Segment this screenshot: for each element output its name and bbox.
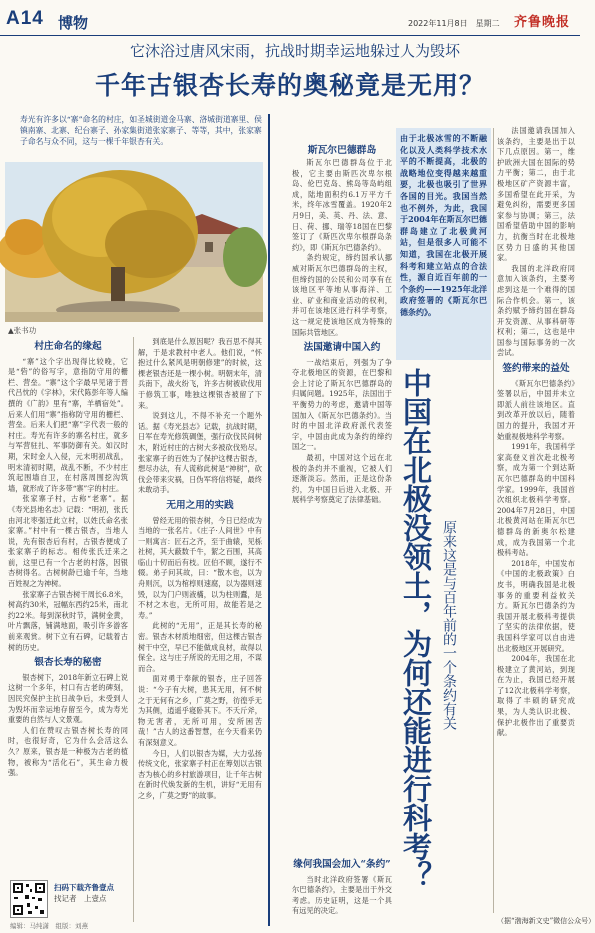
middle-column: [138, 337, 262, 922]
qr-caption: [54, 882, 114, 904]
source-credit: （据“渤海新文史”微信公众号）: [497, 917, 595, 925]
article-subtitle: 它沐浴过唐风宋雨，抗战时期幸运地躲过人为毁坏: [129, 42, 460, 60]
issue-date: 2022年11月8日 星期二: [408, 19, 500, 28]
paragraph: 到底是什么原因呢？我百思不得其解，于是求教村中老人。他们说，“怀抱过什么紧风是明朝修建”的时候，这棵老银杏还是一棵小树。明朝末年，清兵南下，战火纷飞，许多古树被砍伐用于修筑工事，唯独这棵银杏被留了下来。: [138, 337, 262, 410]
far-right-column: [497, 126, 575, 914]
paragraph: 条约规定，缔约国承认挪威对斯瓦尔巴德群岛的主权，但缔约国的公民和公司享有在该地区平等地从事海洋、工业、矿业和商业活动的权利，并可在该地区进行科学考察，这一规定使该地区成为特殊的国际共管地区。: [292, 253, 392, 337]
paragraph: 我国的北洋政府同意加入该条约，主要考虑到这是一个难得的国际合作机会。第一，该条约赋予缔约国在群岛开发资源、从事科研等权利；第二，这也是中国参与国际事务的一次尝试。: [497, 263, 575, 358]
article-separator: [268, 114, 270, 926]
photo-caption: ▲张书功: [8, 326, 37, 335]
paragraph: 法国邀请我国加入该条约，主要是出于以下几点原因。第一，维护欧洲大国在国际的势力平衡；第二，由于北极地区矿产资源丰富，多国希望在此开采，为避免纠纷，需要更多国家参与协调；第三，法国希望借助中国的影响力，抗衡当时在北极地区势力日盛的其他国家。: [497, 126, 575, 263]
section-name: 博物: [58, 14, 89, 32]
column-divider: [133, 337, 134, 922]
ginkgo-photo: [5, 162, 263, 322]
svalbard-column: [292, 158, 392, 888]
section-heading: 缘何我国会加入“条约”: [293, 859, 391, 870]
paragraph: 最初，中国对这个远在北极的条约并不重视，它被人们逐渐淡忘。然而，正是这份条约，为中国日后进入北极、开展科学考察奠定了法律基础。: [292, 453, 392, 505]
feature-subtitle: 原来这是与百年前的一个条约有关: [441, 520, 457, 730]
section-heading: 无用之用的实践: [166, 499, 234, 511]
intro-box: 由于北极冰雪的不断融化以及人类科学技术水平的不断提高，北极的战略地位变得越来越重要，北极也吸引了世界各国的目光。我国当然也不例外，为此，我国于2004年在斯瓦尔巴德群岛建立了北极黄河站，但是很多人可能不知道，我国在北极开展科考和建立站点的合法性，源自近百年前的一个条约——1925年北洋政府签署的《斯瓦尔巴德条约》。: [396, 128, 491, 360]
qr-line-1: 扫码下载齐鲁壹点: [54, 883, 114, 892]
feature-title: 中国在北极没领土，为何还能进行科考？: [399, 368, 433, 890]
paragraph: 曾经无用的银杏树，今日已经成为当地的一张名片。《庄子·人间世》中有一则寓言：匠石之齐，至于曲辕，见栎社树，其大蔽数千牛，絜之百围，其高临山十仞而后有枝。匠伯不顾，遂行不辍。弟子问其故，曰：“散木也，以为舟则沉，以为棺椁则速腐，以为器则速毁，以为门户则液樠，以为柱则蠹，是不材之木也，无所可用，故能若是之寿。”: [138, 515, 262, 620]
paragraph: 当时北洋政府签署《斯瓦尔巴德条约》，主要是出于外交考虑。历史证明，这是一个具有远见的决定。: [292, 874, 392, 916]
paragraph: 《斯瓦尔巴德条约》签署以后，中国并未立即派人前往该地区。直到改革开放以后，随着国力的提升，我国才开始重视极地科学考察。: [497, 378, 575, 441]
paragraph: 一战结束后，列强为了争夺北极地区的资源，在巴黎和会上讨论了斯瓦尔巴德群岛的归属问题。1925年，法国出于平衡势力的考虑，邀请中国等国加入《斯瓦尔巴德条约》。当时的中国北洋政府派代表签字，中国由此成为条约的缔约国之一。: [292, 357, 392, 452]
svalbard-column-bottom: [292, 855, 392, 921]
paragraph: 人们在赞叹古银杏树长寿的同时，也很好奇，它为什么会活这么久？原来，银杏是一种极为古老的植物，被称为“活化石”，其生命力极强。: [8, 725, 128, 778]
paragraph: 面对勇于奉献的银杏，庄子回答说：“今子有大树，患其无用，何不树之于无何有之乡，广莫之野，彷徨乎无为其侧，逍遥乎寝卧其下。不夭斤斧，物无害者，无所可用，安所困苦哉！”古人的这番智慧，在今天看来仍有深刻意义。: [138, 674, 262, 747]
masthead-logo: 齐鲁晚报: [514, 15, 571, 30]
qr-code[interactable]: [10, 880, 48, 918]
section-heading: 银杏长寿的秘密: [34, 657, 102, 669]
paragraph: 2018年，中国发布《中国的北极政策》白皮书，明确我国是北极事务的重要利益攸关方。斯瓦尔巴德条约为我国开展北极科考提供了坚实的法律依据，使我国科学家可以自由进出北极地区开展研究。: [497, 558, 575, 653]
section-heading: 签约带来的益处: [502, 363, 570, 375]
paragraph: 银杏树下，2018年新立石碑上说这树一个多年，村口有古老的碑刻，因民究保护主抗日战争后，未受到人为毁坏而幸运地存留至今，成为寿光重要的自然与人文景观。: [8, 672, 128, 725]
page-header: [0, 0, 580, 36]
section-heading: 法国邀请中国入约: [303, 342, 381, 354]
paragraph: “寨”这个字出现得比较晚，它是“砦”的俗写字，意指防守用的栅栏、营垒。“寨”这个字最早见诸于晋代吕忱的《字林》，宋代陈彭年等人编撰的《广韵》里有“寨，羊栖宿处”。后来人们用“寨”指称防守用的栅栏、营垒。后来人们把“寨”字代表一般的村庄。寿光有许多的寨名村庄，就多与军营驻扎、军事防御有关。如汉时期，宋时金人入侵，元末明初战乱，明末清初时期，战乱不断，不少村庄筑起围墙自卫，在村落周围挖沟筑墙，就形成了许多带“寨”字的村庄。: [8, 356, 128, 493]
paragraph: 斯瓦尔巴德群岛位于北极，它主要由斯匹次卑尔根岛、伦巴克岛、熊岛等岛屿组成，陆地面积约6.1万平方千米，终年冰雪覆盖。1920年2月9日，美、英、丹、法、意、日、荷、挪、瑞等18国在巴黎签订了《斯匹次卑尔根群岛条约》，即《斯瓦尔巴德条约》。: [292, 158, 392, 252]
article-lead: 寿光有许多以“寨”命名的村庄，如圣城街道金马寨、洛城街道寨里、侯镇南寨、北寨、纪台寨子、孙家集街道张家寨子、等等，其中，张家寨子命名与众不同，这与一棵千年银杏有关。: [20, 115, 262, 146]
left-column: [8, 337, 128, 875]
paragraph: 2004年，我国在北极建立了黄河站，到现在为止，我国已经开展了12次北极科学考察，取得了丰硕的研究成果，为人类认识北极、保护北极作出了重要贡献。: [497, 654, 575, 738]
section-number: A14: [6, 8, 44, 29]
qr-line-2: 找记者 上壹点: [54, 894, 107, 903]
sidebar-title: 斯瓦尔巴德群岛: [307, 145, 377, 156]
paragraph: 张家寨子古银杏树干周长6.8米，树高约30米，冠幅东西约25米，南北约22米。每到深秋时节，满树金黄，叶片飘落，铺满地面，吸引许多游客前来观赏。树下立有石碑，记载着古树的历史。: [8, 589, 128, 652]
article-title: 千年古银杏长寿的奥秘竟是无用？: [94, 71, 485, 100]
editor-credit: 编辑：马纯潇 组版：刘燕: [10, 922, 88, 930]
column-divider: [493, 128, 494, 913]
paragraph: 1991年，我国科学家高登义首次赴北极考察，成为第一个到达斯瓦尔巴德群岛的中国科学家。1999年，我国首次组织北极科学考察。2004年7月28日，中国北极黄河站在斯瓦尔巴德群岛的新奥尔松建成，成为我国第一个北极科考站。: [497, 442, 575, 558]
paragraph: 说到这儿，不得不补充一个题外话。据《寿光县志》记载，抗战时期，日军在寿光修筑碉堡，强行砍伐民间树木，附近村庄的古树大多被砍伐殆尽。张家寨子的百姓为了保护这棵古银杏，想尽办法，有人谎称此树是“神树”，砍伐会带来灾祸，日伪军将信将疑，最终未敢动手。: [138, 411, 262, 495]
paragraph: 张家寨子村，古称“老寨”。据《寿光县地名志》记载：“明初，张氏由河北枣强迁此立村，以姓氏命名张家寨。”村中有一棵古银杏，当地人说，先有银杏后有村，古银杏便成了张家寨子的标志。相传张氏迁来之前，这里已有一个古老的村落，因银杏树得名。古树树龄已逾千年，当地百姓视之为神树。: [8, 494, 128, 589]
paragraph: 此树的“无用”，正是其长寿的秘密。银杏木材质地细密，但这棵古银杏树干中空，早已不能做成良材，故得以保全。这与庄子所说的无用之用，不谋而合。: [138, 621, 262, 673]
section-heading: 村庄命名的缘起: [34, 341, 102, 352]
paragraph: 今日，人们以银杏为媒，大力弘扬传统文化，张家寨子村正在筹划以古银杏为核心的乡村旅游项目，让千年古树在新时代焕发新的生机，讲好“无用有之乡，广莫之野”的故事。: [138, 748, 262, 800]
